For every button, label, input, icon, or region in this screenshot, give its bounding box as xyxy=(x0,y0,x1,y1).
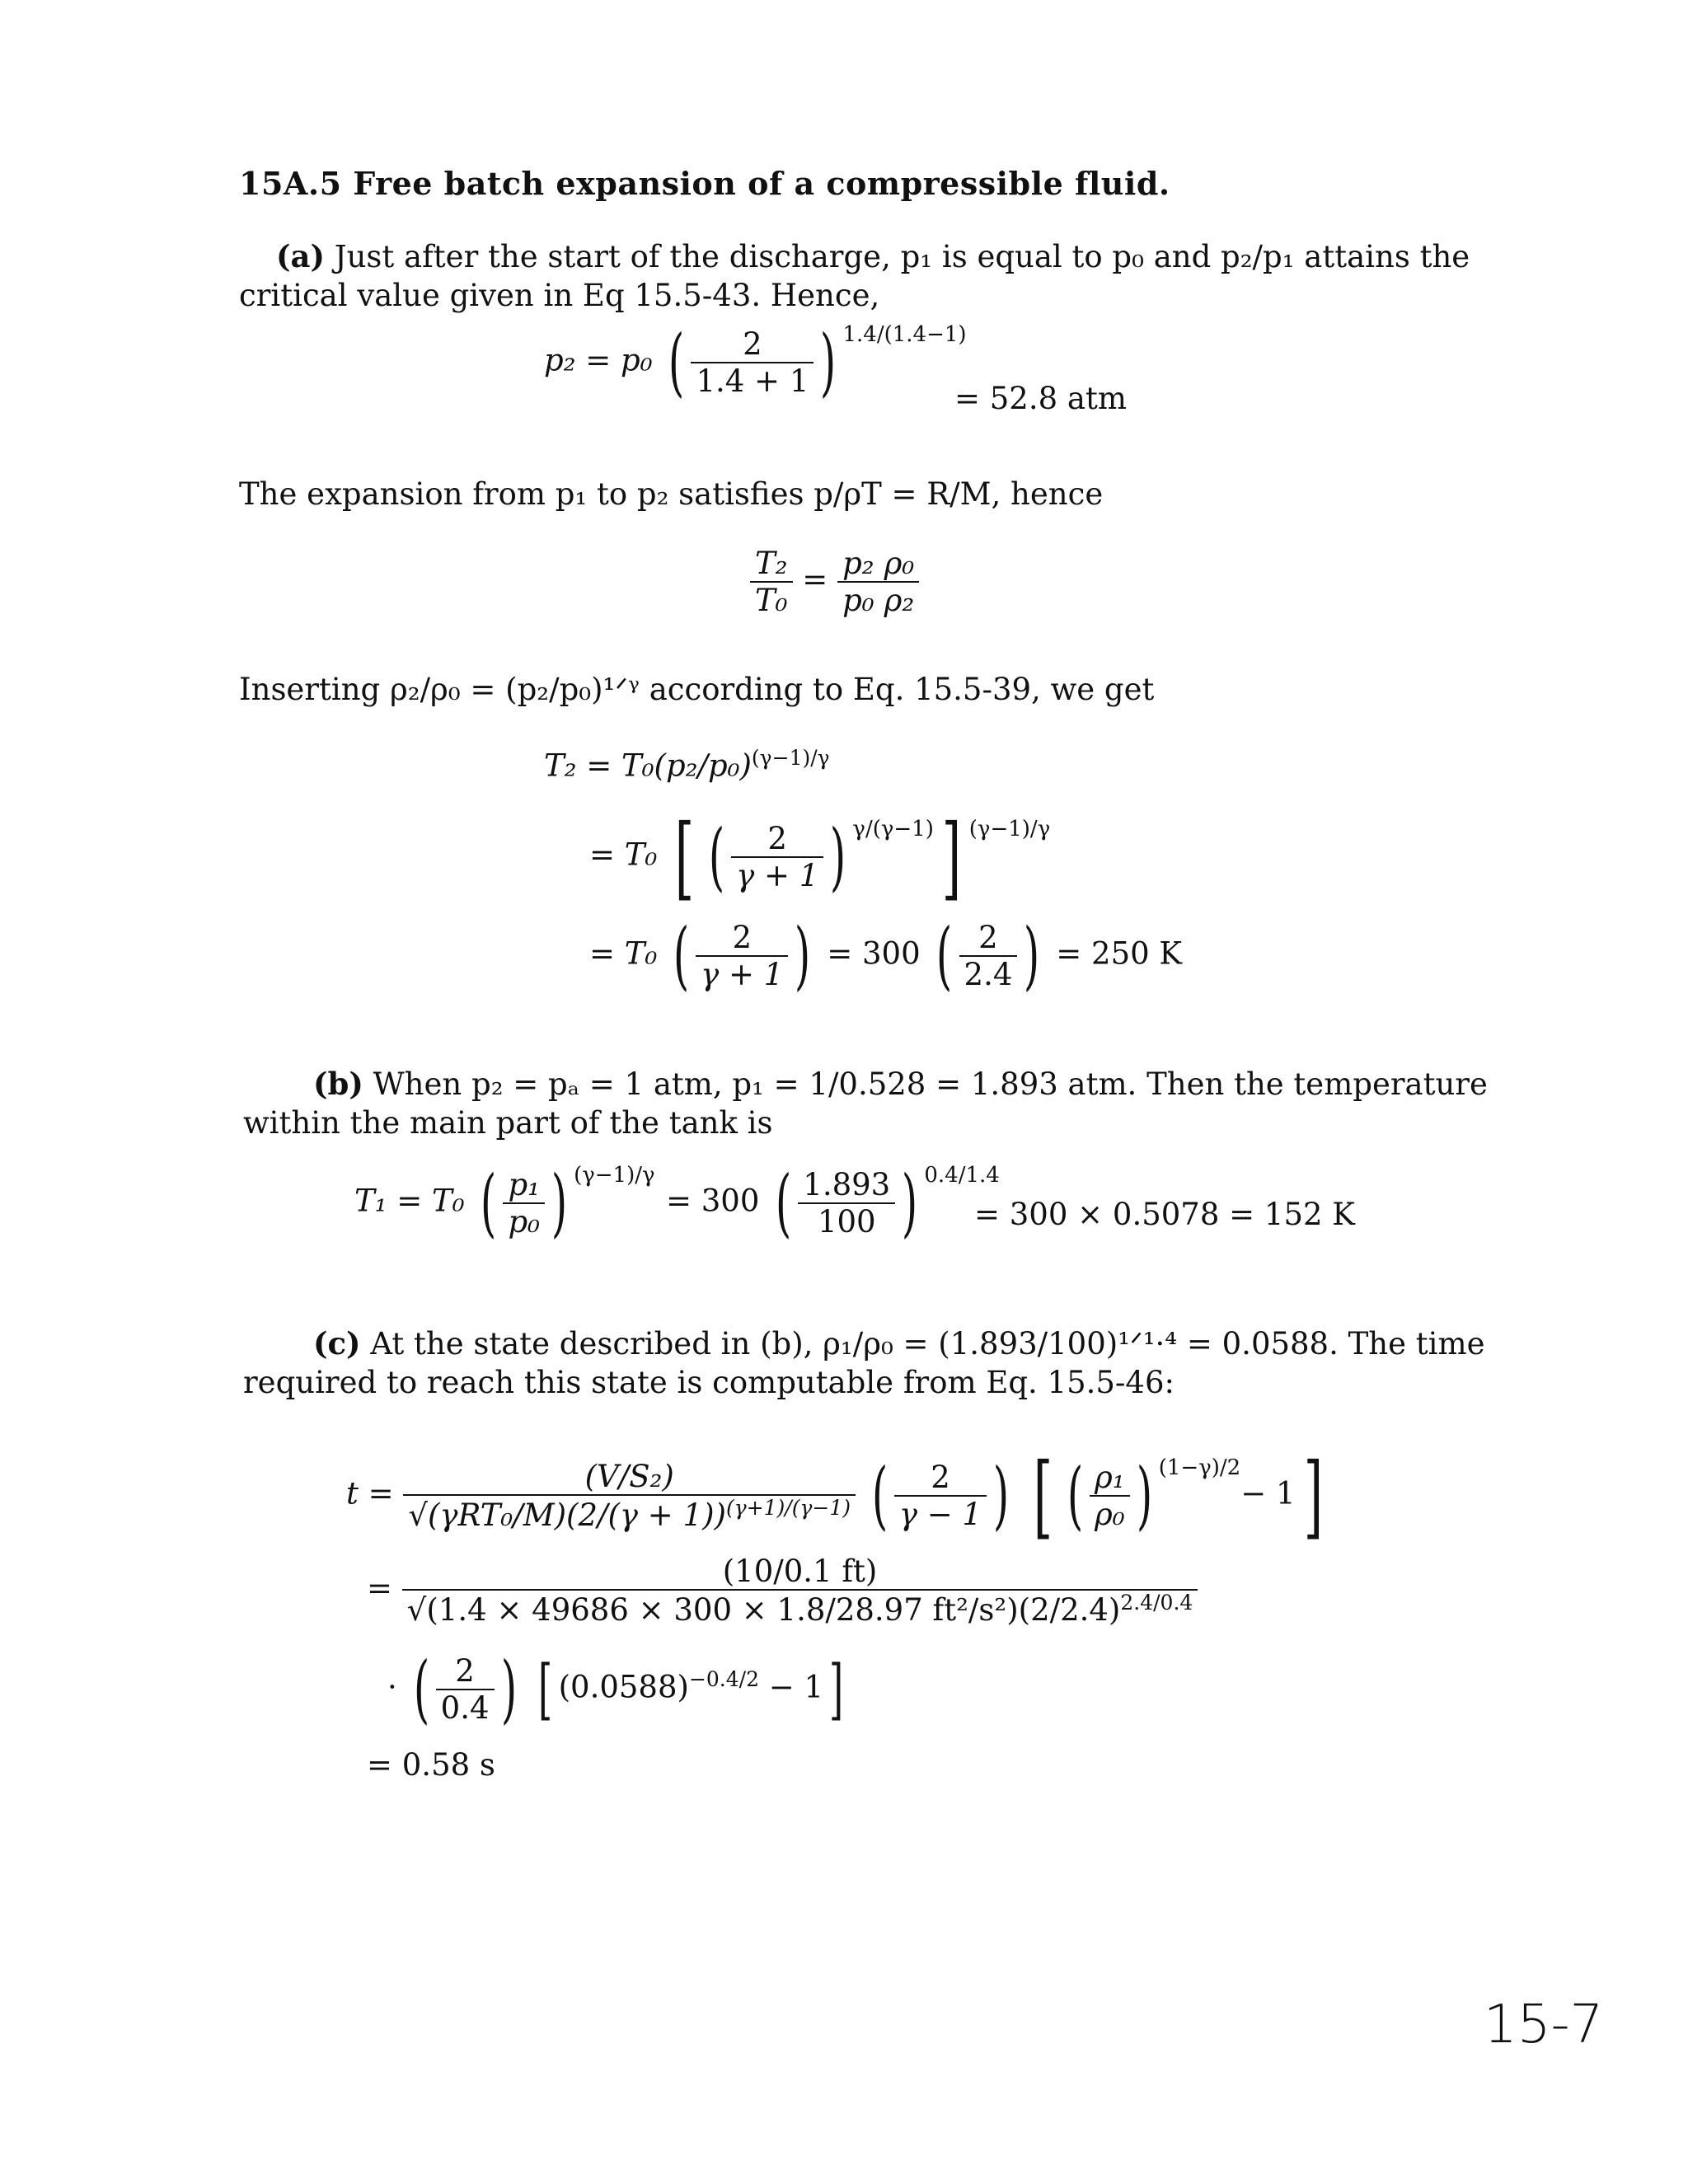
t1-fraction1 xyxy=(503,1167,545,1240)
time-fraction3 xyxy=(1090,1460,1130,1532)
time-eq-line2 xyxy=(367,1554,1198,1628)
eq2-p-fraction xyxy=(837,546,879,618)
t2-line3-den2: 2.4 xyxy=(959,955,1018,992)
t2-line2-inner-exp: γ/(γ−1) xyxy=(852,816,934,841)
t1-mid: = 300 xyxy=(666,1183,760,1219)
time-l3-den: 0.4 xyxy=(436,1689,495,1726)
t2-line3-num1: 2 xyxy=(732,920,753,955)
left-paren: ( xyxy=(871,1452,888,1539)
time-f3-exp: (1−γ)/2 xyxy=(1158,1455,1241,1480)
eq2-left-den: T₀ xyxy=(750,581,793,618)
eq2-left-fraction xyxy=(750,546,793,618)
left-paren: ( xyxy=(708,813,725,900)
time-f1-den-exp: (γ+1)/(γ−1) xyxy=(725,1495,851,1520)
equation-p2 xyxy=(544,319,967,405)
time-f3-den: ρ₀ xyxy=(1090,1495,1130,1532)
right-paren: ) xyxy=(500,1646,517,1732)
right-bracket: ] xyxy=(829,1651,844,1727)
t1-result: = 300 × 0.5078 = 152 K xyxy=(974,1197,1355,1232)
eq2-rho-fraction xyxy=(879,546,920,618)
right-bracket: ] xyxy=(1303,1443,1323,1549)
eq1-result: = 52.8 atm xyxy=(954,381,1127,416)
expansion-text: The expansion from p₁ to p₂ satisfies p/ρT = R/M, hence xyxy=(239,476,1104,512)
time-f2-den: γ − 1 xyxy=(894,1495,987,1532)
t1-lhs: T₁ = T₀ xyxy=(354,1183,465,1219)
eq1-numerator: 2 xyxy=(743,326,762,362)
part-c-text-line2: required to reach this state is computable from Eq. 15.5-46: xyxy=(243,1365,1175,1400)
time-f2-num: 2 xyxy=(931,1460,950,1495)
t2-line2-fraction xyxy=(731,821,823,893)
t2-line2-lhs: = T₀ xyxy=(589,837,658,873)
eq2-rho-num: ρ₀ xyxy=(884,546,915,581)
l2-equals: = xyxy=(367,1570,393,1606)
equation-t1 xyxy=(354,1160,655,1246)
eq2-p-num: p₂ xyxy=(842,546,874,581)
right-paren: ) xyxy=(551,1160,568,1246)
t2-line2 xyxy=(589,804,1051,910)
left-bracket: [ xyxy=(538,1651,553,1727)
time-f3-num: ρ₁ xyxy=(1095,1460,1125,1495)
t1-exp1: (γ−1)/γ xyxy=(574,1162,655,1188)
eq2-rho-den: ρ₂ xyxy=(879,581,920,618)
equation-t1-mid xyxy=(666,1160,1000,1246)
t2-line3-fraction1 xyxy=(696,920,788,992)
part-a-label: (a) xyxy=(276,238,325,274)
eq1-exponent: 1.4/(1.4−1) xyxy=(842,321,967,347)
right-paren: ) xyxy=(820,319,837,405)
part-c-text-line1 xyxy=(313,1323,1484,1365)
eq2-equals: = xyxy=(802,561,828,598)
t2-line3-mid: = 300 xyxy=(827,935,921,972)
left-paren: ( xyxy=(936,912,953,999)
part-a-text-line1 xyxy=(276,236,1470,278)
eq1-denominator: 1.4 + 1 xyxy=(691,362,814,399)
problem-heading: 15A.5 Free batch expansion of a compressible fluid. xyxy=(239,165,1170,202)
time-l2-den-exp: 2.4/0.4 xyxy=(1120,1591,1193,1615)
time-result: = 0.58 s xyxy=(367,1747,495,1783)
t2-line2-den: γ + 1 xyxy=(731,856,823,893)
time-l3-minus: − 1 xyxy=(768,1669,824,1705)
right-paren: ) xyxy=(795,912,811,999)
time-f3-minus: − 1 xyxy=(1240,1475,1296,1511)
right-bracket: ] xyxy=(941,804,962,910)
time-fraction2 xyxy=(894,1460,987,1532)
eq2-left-num: T₂ xyxy=(755,546,788,581)
t1-den1: p₀ xyxy=(503,1202,545,1240)
part-b-text-line1 xyxy=(313,1063,1488,1105)
left-paren: ( xyxy=(673,912,690,999)
t1-den2: 100 xyxy=(798,1202,895,1240)
eq1-lhs: p₂ = p₀ xyxy=(544,342,653,378)
t2-line1-main: T₂ = T₀(p₂/p₀) xyxy=(544,748,752,784)
time-l3-num: 2 xyxy=(455,1653,475,1689)
t1-fraction2 xyxy=(798,1167,895,1240)
t2-line3-num2: 2 xyxy=(978,920,998,955)
t2-line2-outer-exp: (γ−1)/γ xyxy=(968,816,1051,841)
left-paren: ( xyxy=(481,1160,497,1246)
right-paren: ) xyxy=(992,1452,1010,1539)
time-l2-fraction xyxy=(402,1554,1198,1628)
eq2-p-den: p₀ xyxy=(837,581,879,618)
time-l2-den-main: √(1.4 × 49686 × 300 × 1.8/28.97 ft²/s²)(2/2.4) xyxy=(407,1589,1121,1628)
eq1-fraction xyxy=(691,326,814,399)
t1-num2: 1.893 xyxy=(803,1167,891,1202)
left-paren: ( xyxy=(1067,1452,1084,1539)
time-eq-line3 xyxy=(387,1644,849,1735)
part-a-text-line2: critical value given in Eq 15.5-43. Hence, xyxy=(239,278,880,313)
left-paren: ( xyxy=(668,319,685,405)
right-paren: ) xyxy=(902,1160,918,1246)
t2-line3-den1: γ + 1 xyxy=(696,955,788,992)
t1-num1: p₁ xyxy=(508,1167,540,1202)
t2-line3 xyxy=(589,912,1183,999)
t2-line3-result: = 250 K xyxy=(1056,935,1183,972)
time-f1-den xyxy=(403,1494,856,1533)
inserting-text: Inserting ρ₂/ρ₀ = (p₂/p₀)¹ᐟᵞ according to Eq. 15.5-39, we get xyxy=(239,672,1155,707)
t2-line2-num: 2 xyxy=(767,821,787,856)
time-f1-den-main: √(γRT₀/M)(2/(γ + 1)) xyxy=(408,1494,726,1533)
l3-dot: · xyxy=(387,1669,397,1705)
time-l2-num: (10/0.1 ft) xyxy=(722,1554,878,1589)
right-paren: ) xyxy=(1024,912,1040,999)
left-paren: ( xyxy=(413,1646,429,1732)
t1-exp2: 0.4/1.4 xyxy=(924,1162,1000,1188)
time-fraction1 xyxy=(403,1459,856,1533)
left-bracket: [ xyxy=(1033,1443,1053,1549)
left-bracket: [ xyxy=(674,804,695,910)
time-l3-fraction xyxy=(436,1653,495,1726)
equation-t-ratio xyxy=(750,546,919,618)
right-paren: ) xyxy=(1136,1452,1152,1539)
left-paren: ( xyxy=(776,1160,792,1246)
part-b-line1: When p₂ = pₐ = 1 atm, p₁ = 1/0.528 = 1.893 atm. Then the temperature xyxy=(373,1066,1488,1102)
part-b-label: (b) xyxy=(313,1066,363,1102)
part-b-text-line2: within the main part of the tank is xyxy=(243,1105,773,1141)
part-c-line1: At the state described in (b), ρ₁/ρ₀ = (1.893/100)¹ᐟ¹·⁴ = 0.0588. The time xyxy=(370,1326,1485,1361)
right-paren: ) xyxy=(830,813,846,900)
t2-line1-exp: (γ−1)/γ xyxy=(751,746,830,770)
time-f1-num: (V/S₂) xyxy=(584,1458,674,1494)
t-lhs: t = xyxy=(346,1475,394,1511)
time-eq-line1 xyxy=(346,1443,1330,1549)
page-number: 15-7 xyxy=(1484,1994,1604,2055)
time-l2-den xyxy=(402,1589,1198,1628)
t2-line3-fraction2 xyxy=(959,920,1018,992)
time-l3-exp: −0.4/2 xyxy=(688,1667,759,1692)
part-c-label: (c) xyxy=(313,1325,361,1361)
t2-line3-lhs: = T₀ xyxy=(589,935,658,972)
t2-line1 xyxy=(544,746,830,783)
part-a-line1: Just after the start of the discharge, p₁ is equal to p₀ and p₂/p₁ attains the xyxy=(334,239,1470,274)
time-l3-base: (0.0588) xyxy=(558,1669,689,1705)
